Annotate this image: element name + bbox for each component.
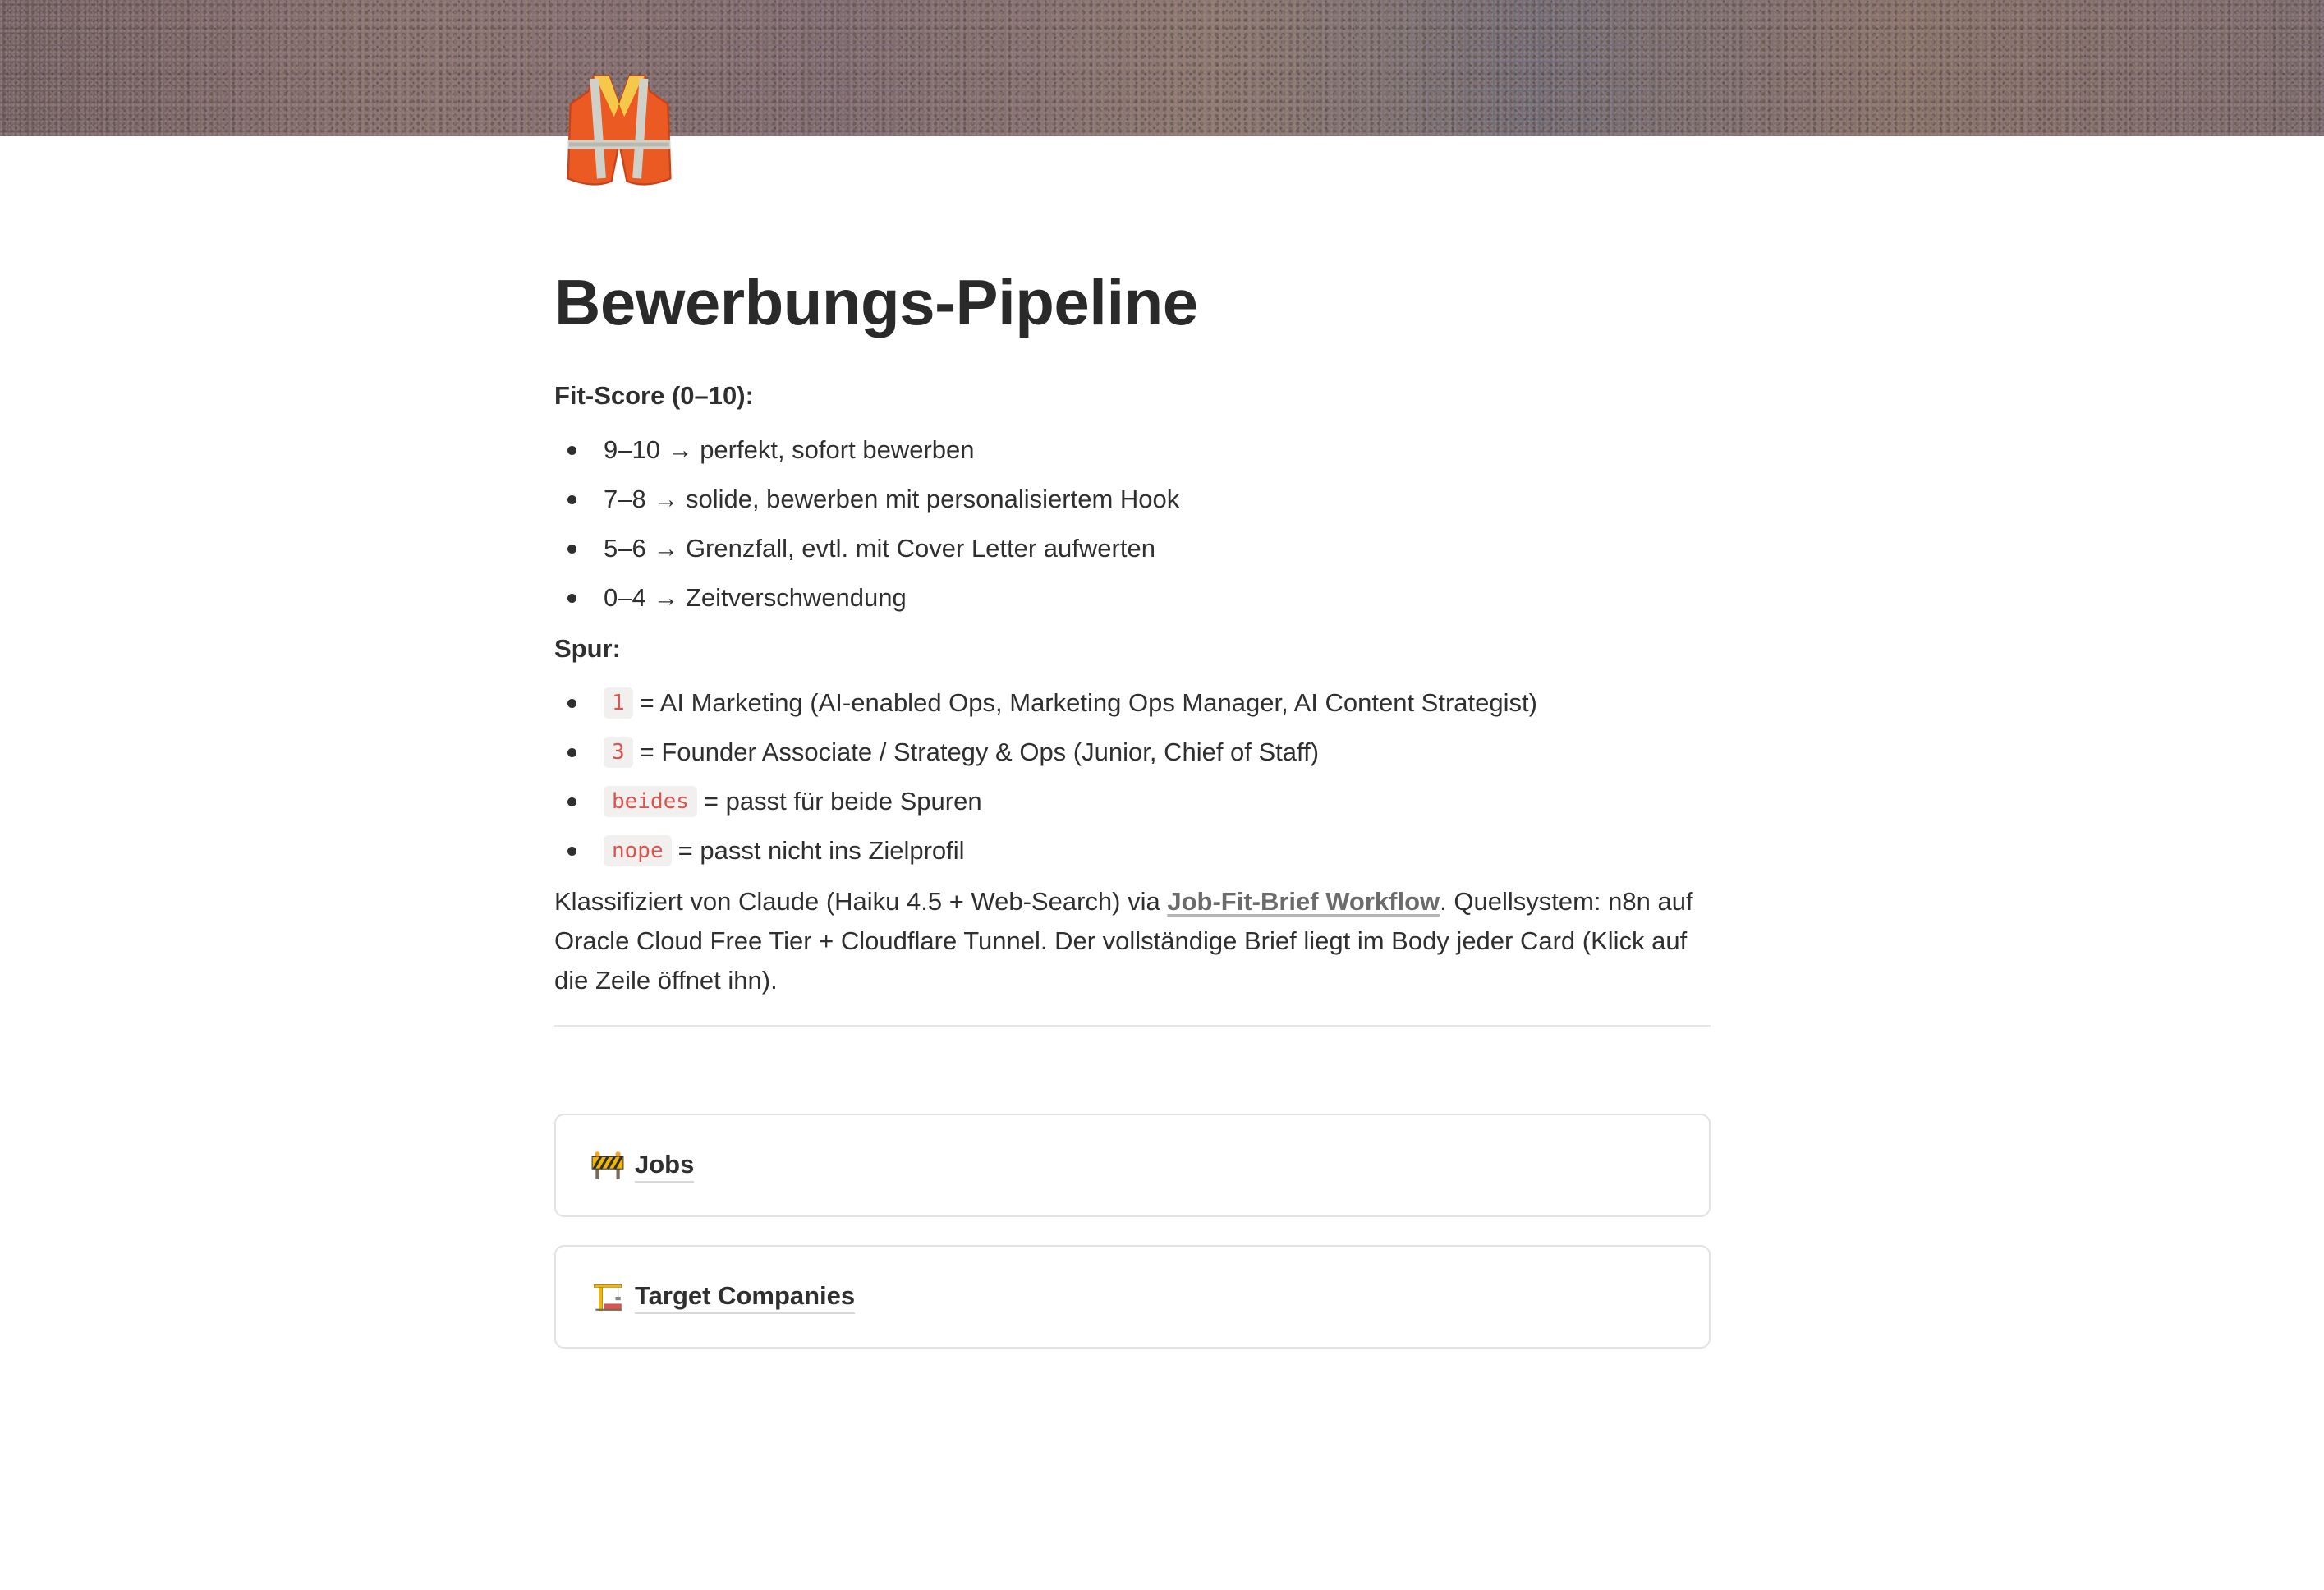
jobs-database-label[interactable]: Jobs — [635, 1148, 694, 1183]
inline-code: beides — [604, 786, 697, 817]
target-companies-database-label[interactable]: Target Companies — [635, 1280, 855, 1314]
inline-code: 1 — [604, 687, 633, 719]
list-item-text: 0–4 → Zeitverschwendung — [604, 583, 907, 612]
list-item — [554, 831, 1711, 871]
divider — [554, 1025, 1711, 1027]
list-item-text: = passt nicht ins Zielprofil — [677, 836, 965, 865]
list-item — [554, 782, 1711, 821]
fit-score-list — [554, 430, 1711, 618]
bullet-icon — [567, 446, 576, 455]
list-item-text: = passt für beide Spuren — [703, 787, 982, 816]
bullet-icon — [567, 748, 576, 757]
workflow-link[interactable]: Job-Fit-Brief Workflow — [1167, 887, 1440, 916]
bullet-icon — [567, 545, 576, 554]
list-item-text: = AI Marketing (AI-enabled Ops, Marketing Ops Manager, AI Content Strategist) — [639, 688, 1537, 717]
inline-code: nope — [604, 835, 672, 866]
fit-score-heading: Fit-Score (0–10): — [554, 381, 754, 410]
description-prefix: Klassifiziert von Claude (Haiku 4.5 + Web-Search) via — [554, 887, 1168, 916]
bullet-icon — [567, 699, 576, 708]
bullet-icon — [567, 797, 576, 806]
bullet-icon — [567, 594, 576, 603]
description-suffix: . Quellsystem: n8n auf Oracle Cloud Free Tier + Cloudflare Tunnel. Der vollständige Brief liegt im Body jeder Card (Klick auf die Zeile öffnet ihn). — [554, 887, 1693, 995]
list-item-text: = Founder Associate / Strategy & Ops (Junior, Chief of Staff) — [639, 738, 1320, 766]
description-paragraph — [554, 882, 1711, 1000]
target-companies-database-link[interactable] — [554, 1245, 1711, 1349]
spur-list — [554, 683, 1711, 871]
page-title[interactable]: Bewerbungs-Pipeline — [554, 266, 1198, 338]
list-item — [554, 578, 1711, 618]
list-item — [554, 430, 1711, 470]
list-item — [554, 480, 1711, 519]
inline-code: 3 — [604, 737, 633, 768]
jobs-database-link[interactable] — [554, 1114, 1711, 1217]
bullet-icon — [567, 495, 576, 504]
list-item — [554, 733, 1711, 772]
bullet-icon — [567, 847, 576, 856]
list-item-text: 9–10 → perfekt, sofort bewerben — [604, 435, 975, 464]
page-content — [554, 246, 1711, 1349]
safety-vest-icon[interactable] — [555, 66, 683, 194]
construction-crane-icon — [590, 1280, 625, 1314]
list-item-text: 5–6 → Grenzfall, evtl. mit Cover Letter aufwerten — [604, 534, 1155, 563]
construction-barrier-icon — [590, 1148, 625, 1183]
spur-heading: Spur: — [554, 634, 621, 663]
list-item — [554, 683, 1711, 723]
list-item-text: 7–8 → solide, bewerben mit personalisiertem Hook — [604, 485, 1180, 513]
page-cover-image[interactable] — [0, 0, 2324, 136]
list-item — [554, 529, 1711, 568]
